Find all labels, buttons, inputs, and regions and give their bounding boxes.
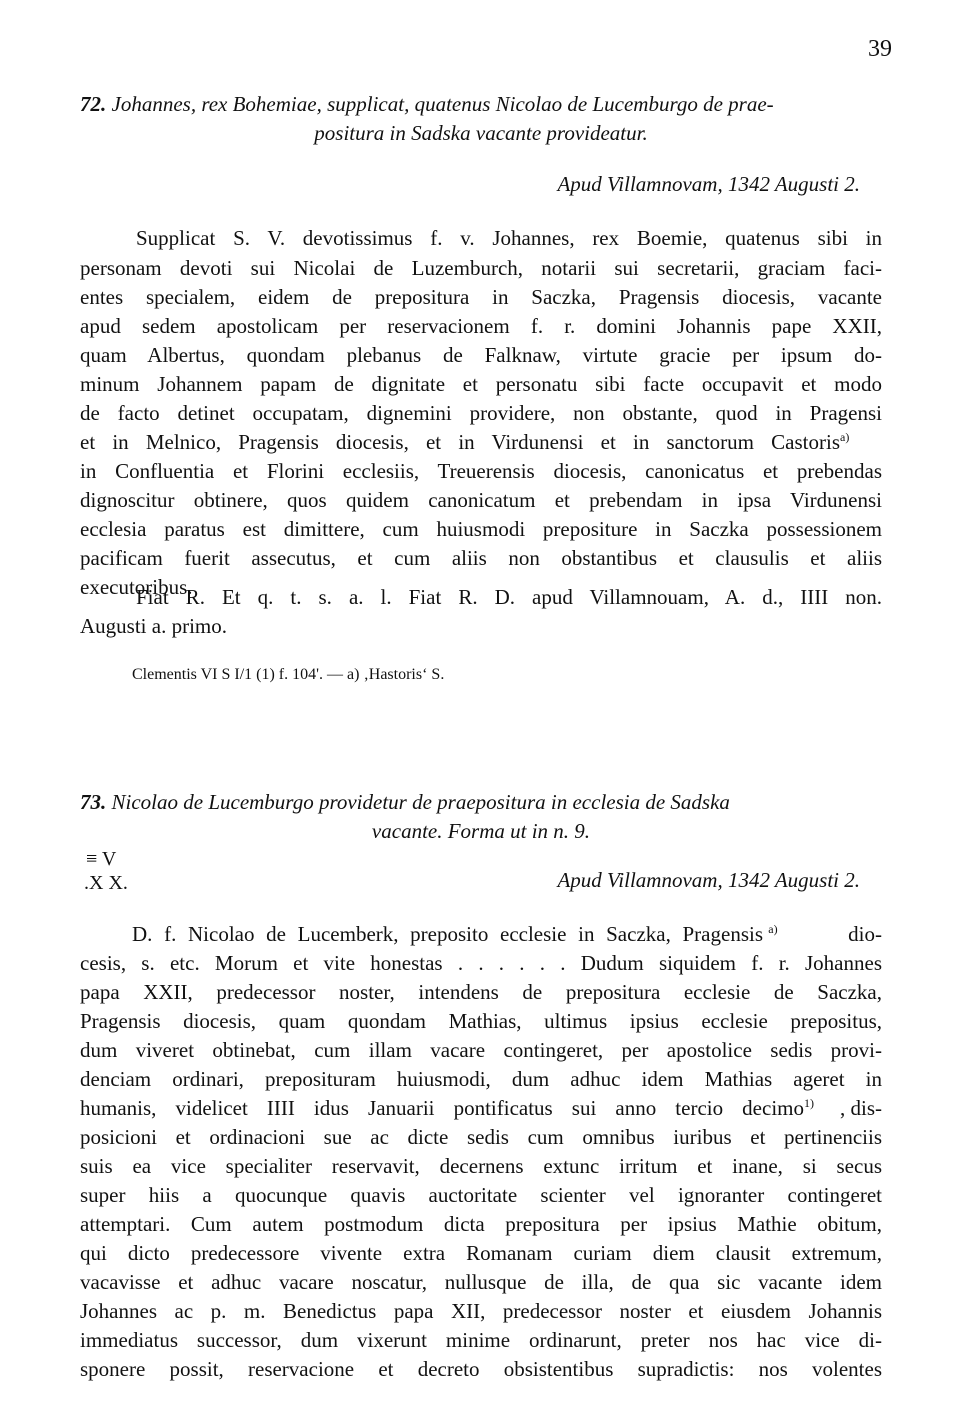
doc73-body-line-10: attemptari. Cum autem postmodum dicta prepositura per ipsius Mathie obitum, [80,1212,882,1236]
doc72-body-line-9: dignoscitur obtinere, quos quidem canonicatum et prebendam in ipsa Virdunensi [80,488,882,512]
doc72-body-line-8: in Confluentia et Florini ecclesiis, Treuerensis diocesis, canonicatus et prebendas [80,459,882,483]
doc72-body-line-5: minum Johannem papam de dignitate et personatu sibi facte occupavit et modo [80,372,882,396]
doc72-body-line-1: personam devoti sui Nicolai de Luzemburch, notarii sui secretarii, graciam faci- [80,256,882,280]
doc73-body-line-14: immediatus successor, dum vixerunt minime ordinarunt, preter nos hac vice di- [80,1328,882,1352]
doc72-body-line-10: ecclesia paratus est dimittere, cum huiusmodi prepositure in Saczka possessionem [80,517,882,541]
doc73-signature-bottom: .X X. [84,872,128,894]
doc72-title-1: Johannes, rex Bohemiae, supplicat, quatenus Nicolao de Lucemburgo de prae- [111,92,774,116]
doc72-fiat-line-1: Fiat R. Et q. t. s. a. l. Fiat R. D. apud Villamnouam, A. d., IIII non. [136,585,882,609]
doc73-body-line-1: cesis, s. etc. Morum et vite honestas . . . . . . Dudum siquidem f. r. Johannes [80,951,882,975]
doc72-body-line-6: de facto detinet occupatam, dignemini providere, non obstante, quod in Pragensi [80,401,882,425]
doc73-title-line-1 [80,788,882,817]
doc73-body-line-9: super hiis a quocunque quavis auctoritate scienter vel ignoranter contingeret [80,1183,882,1207]
doc72-fiat-line-2: Augusti a. primo. [80,614,227,638]
doc72-body-line-11: pacificam fuerit assecutus, et cum aliis non obstantibus et clausulis et aliis [80,546,882,570]
doc73-body-line-5: denciam ordinari, preposituram huiusmodi, dum adhuc idem Mathias ageret in [80,1067,882,1091]
doc73-body-line-8: suis ea vice specialiter reservavit, decernens extunc irritum et inane, si secus [80,1154,882,1178]
doc73-footnote-mark-1: 1) [804,1096,814,1110]
doc73-body-line-12: vacavisse et adhuc vacare noscatur, nullusque de illa, de qua sic vacante idem [80,1270,882,1294]
doc73-body-line-7: posicioni et ordinacioni sue ac dicte sedis cum omnibus iuribus et pertinenciis [80,1125,882,1149]
doc73-body-line-2: papa XXII, predecessor noster, intendens de prepositura ecclesie de Saczka, [80,980,882,1004]
doc73-title-1: Nicolao de Lucemburgo providetur de praepositura in ecclesia de Sadska [111,790,730,814]
doc72-body-line-7: et in Melnico, Pragensis diocesis, et in Virdunensi et in sanctorum Castoris$^{a)}$ [80,430,850,454]
doc72-body-line-0: Supplicat S. V. devotissimus f. v. Johannes, rex Boemie, quatenus sibi in [136,226,882,250]
doc73-signature-top: ≡ V [86,848,117,870]
doc73-body-line-11: qui dicto predecessore vivente extra Romanam curiam diem clausit extremum, [80,1241,882,1265]
doc73-place-date: Apud Villamnovam, 1342 Augusti 2. [557,868,860,892]
doc72-body-line-2: entes specialem, eidem de prepositura in Saczka, Pragensis diocesis, vacante [80,285,882,309]
doc73-number: 73. [80,790,107,814]
doc73-body-line-6: humanis, videlicet IIII idus Januarii pontificatus sui anno tercio decimo$^{1)}$ , dis- [80,1096,882,1120]
doc72-place-date: Apud Villamnovam, 1342 Augusti 2. [557,172,860,196]
doc73-body-line-13: Johannes ac p. m. Benedictus papa XII, predecessor noster et eiusdem Johannis [80,1299,882,1323]
page-number: 39 [868,36,892,62]
doc73-body-line-3: Pragensis diocesis, quam quondam Mathias, ultimus ipsius ecclesie prepositus, [80,1009,882,1033]
doc73-title-line-2: vacante. Forma ut in n. 9. [371,819,591,843]
doc72-footnote-mark: a) [840,430,850,444]
doc72-title-line-2: positura in Sadska vacante provideatur. [314,121,648,145]
doc72-body-line-3: apud sedem apostolicam per reservacionem f. r. domini Johannis pape XXII, [80,314,882,338]
doc72-source-note: Clementis VI S I/1 (1) f. 104'. — a) ‚Hastoris‘ S. [132,666,445,683]
doc73-footnote-mark-a: a) [768,922,778,936]
doc72-number: 72. [80,92,107,116]
doc73-body-line-15: sponere possit, reservacione et decreto obsistentibus supradictis: nos volentes [80,1357,882,1381]
doc72-title-line-1 [80,90,882,119]
doc72-body-line-12: executoribus. [80,575,193,599]
doc73-body-line-0: D. f. Nicolao de Lucemberk, preposito ecclesie in Saczka, Pragensis $^{a)}$ dio- [132,922,882,946]
doc72-body-line-4: quam Albertus, quondam plebanus de Falknaw, virtute gracie per ipsum do- [80,343,882,367]
doc73-body-line-4: dum viveret obtinebat, cum illam vacare contingeret, per apostolice sedis provi- [80,1038,882,1062]
